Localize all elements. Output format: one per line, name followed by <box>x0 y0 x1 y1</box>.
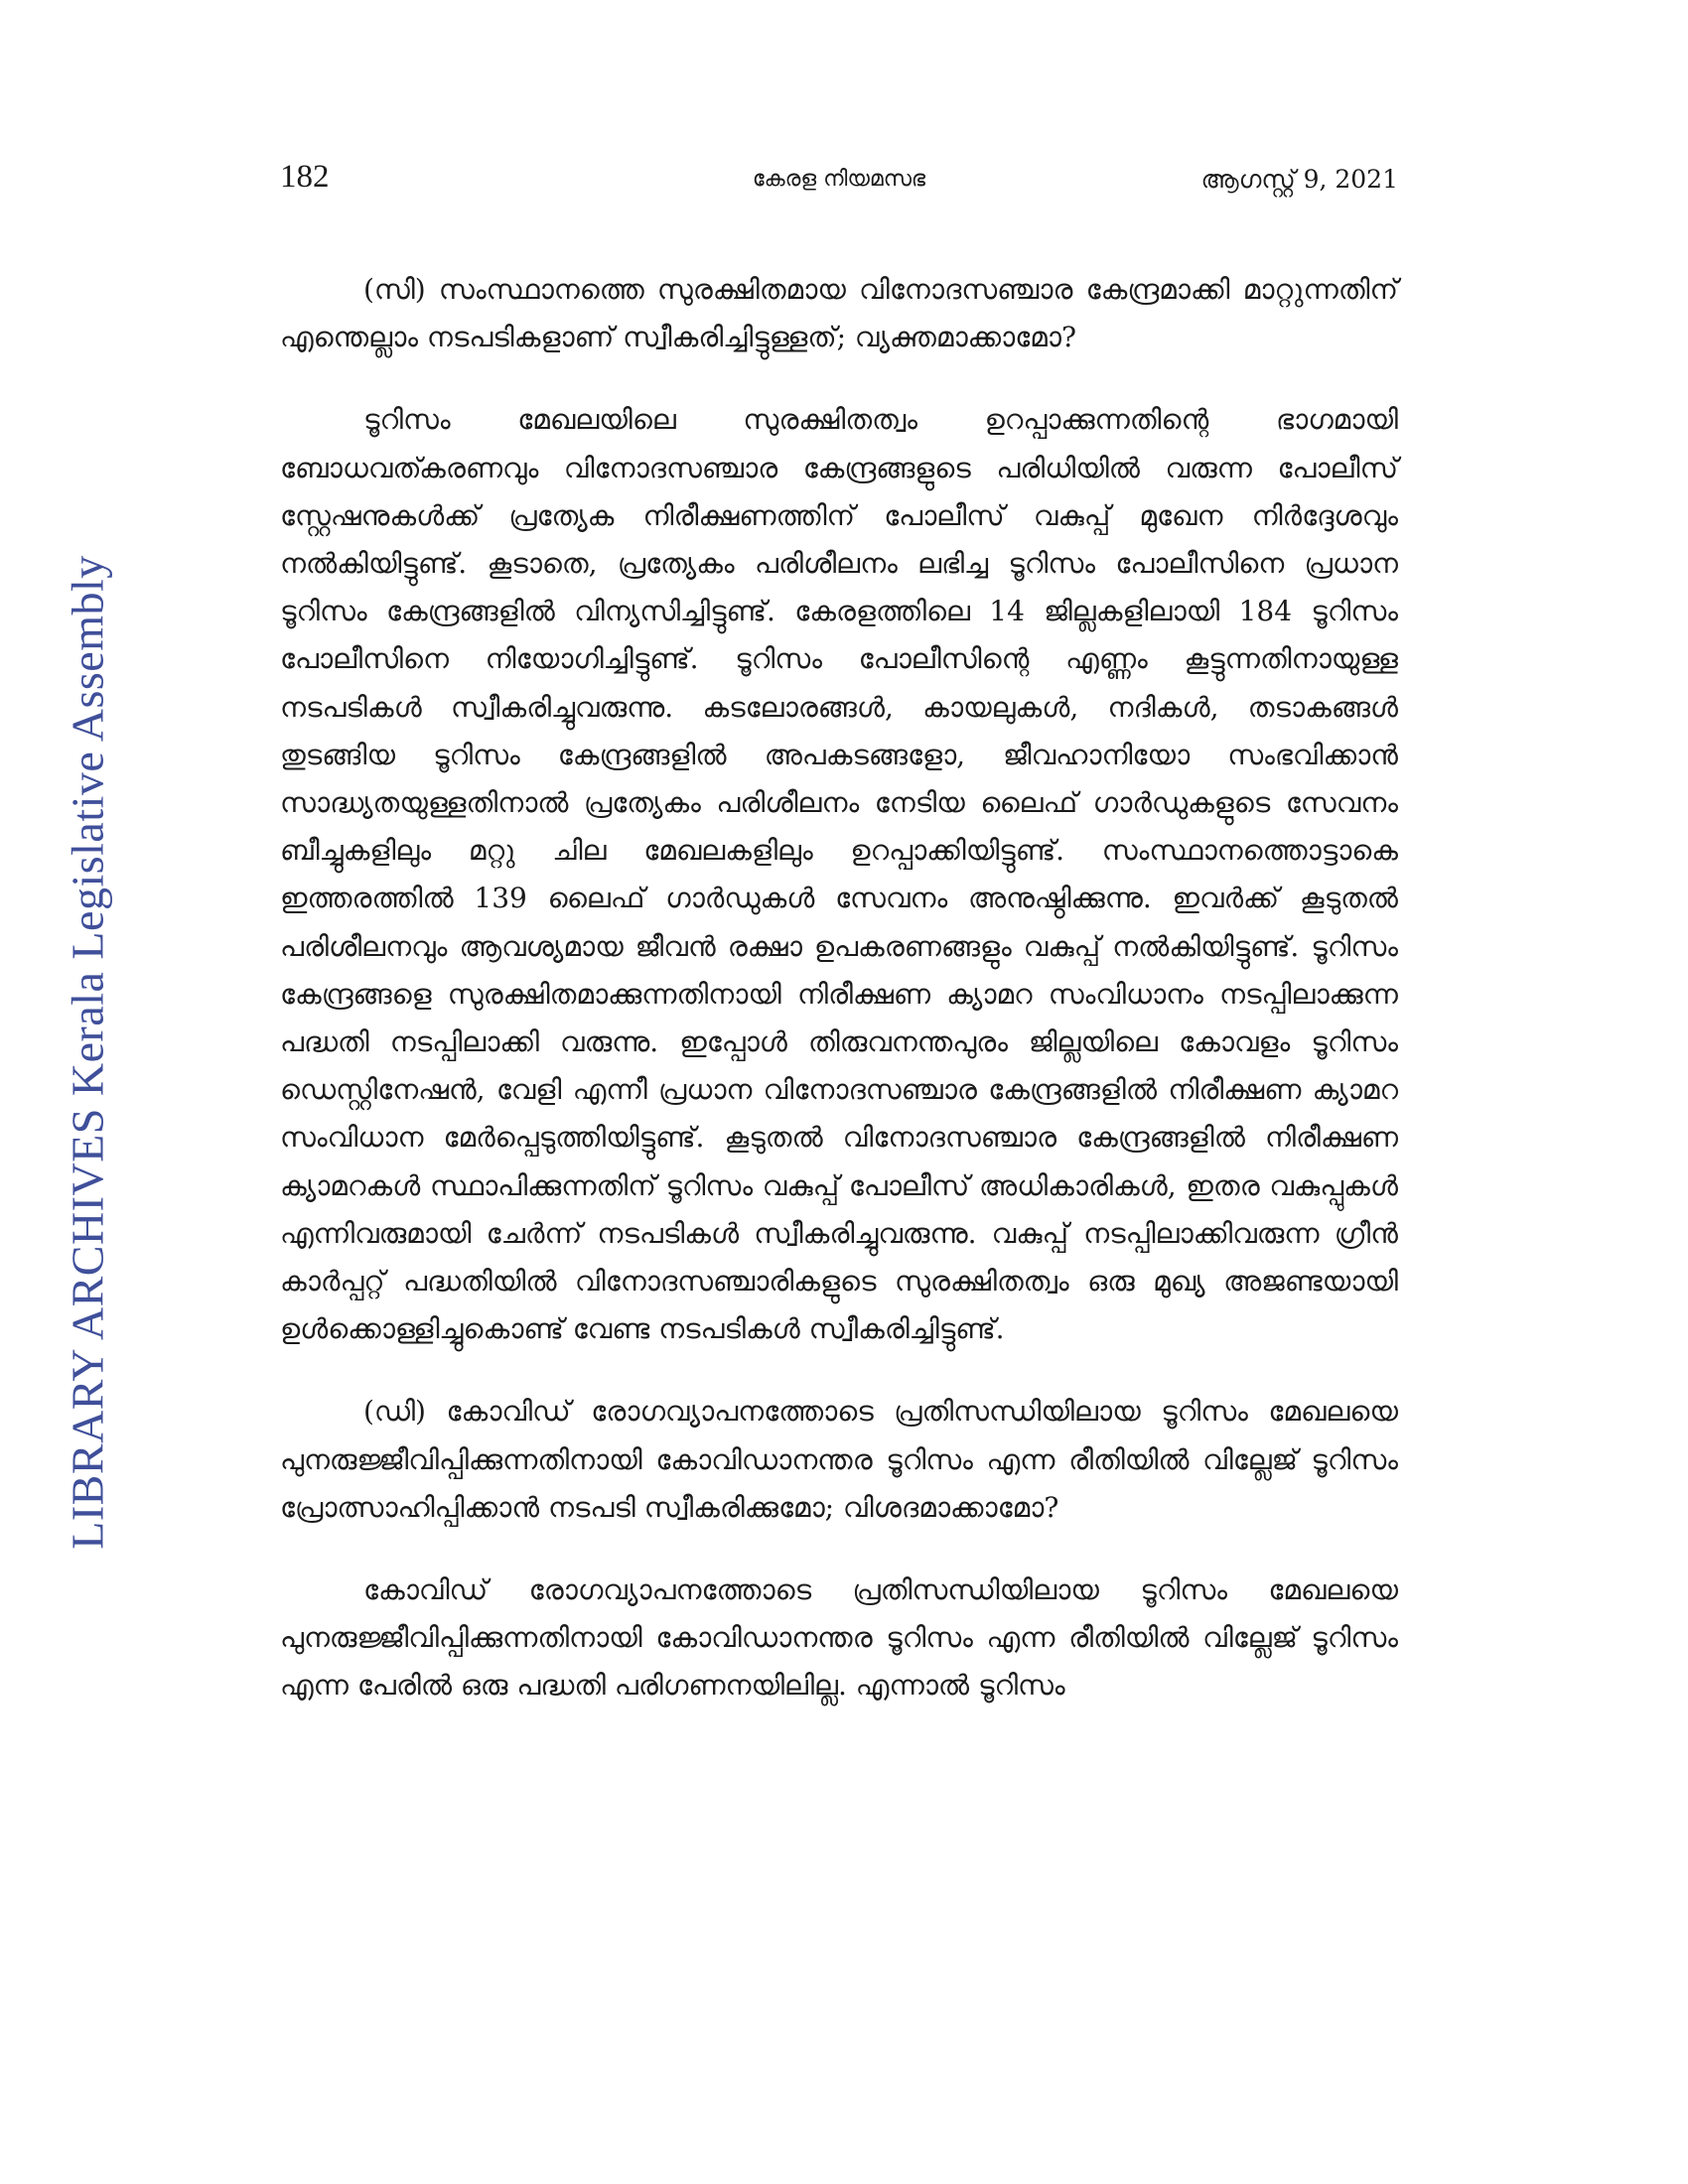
answer-d-paragraph: കോവിഡ് രോഗവ്യാപനത്തോടെ പ്രതിസന്ധിയിലായ ടൂറിസം മേഖലയെ പുനരുജ്ജീവിപ്പിക്കുന്നതിനായി കോവിഡാനന്തര ടൂറിസം എന്ന രീതിയിൽ വില്ലേജ് ടൂറിസം എന്ന പേരിൽ ഒരു പദ്ധതി പരിഗണനയിലില്ല. എന്നാൽ ടൂറിസം <box>280 1573 1398 1703</box>
page-header <box>280 159 1398 208</box>
header-date: ആഗസ്റ്റ് 9, 2021 <box>1200 165 1398 194</box>
question-c-paragraph: (സി) സംസ്ഥാനത്തെ സുരക്ഷിതമായ വിനോദസഞ്ചാര കേന്ദ്രമാക്കി മാറ്റുന്നതിന് എന്തെല്ലാം നടപടികളാണ് സ്വീകരിച്ചിട്ടുള്ളത്; വ്യക്തമാക്കാമോ? <box>280 273 1398 354</box>
library-archives-watermark: LIBRARY ARCHIVES Kerala Legislative Assembly <box>62 555 113 1550</box>
question-d-paragraph: (ഡി) കോവിഡ് രോഗവ്യാപനത്തോടെ പ്രതിസന്ധിയിലായ ടൂറിസം മേഖലയെ പുനരുജ്ജീവിപ്പിക്കുന്നതിനായി കോവിഡാനന്തര ടൂറിസം എന്ന രീതിയിൽ വില്ലേജ് ടൂറിസം പ്രോത്സാഹിപ്പിക്കാൻ നടപടി സ്വീകരിക്കുമോ; വിശദമാക്കാമോ? <box>280 1395 1398 1524</box>
document-body <box>280 266 1398 1745</box>
header-title: കേരള നിയമസഭ <box>752 167 926 192</box>
page-number: 182 <box>280 159 330 195</box>
answer-c-paragraph: ടൂറിസം മേഖലയിലെ സുരക്ഷിതത്വം ഉറപ്പാക്കുന്നതിന്റെ ഭാഗമായി ബോധവത്കരണവും വിനോദസഞ്ചാര കേന്ദ്രങ്ങളുടെ പരിധിയിൽ വരുന്ന പോലീസ് സ്റ്റേഷനുകൾക്ക് പ്രത്യേക നിരീക്ഷണത്തിന് പോലീസ് വകുപ്പ് മുഖേന നിർദ്ദേശവും നൽകിയിട്ടുണ്ട്. കൂടാതെ, പ്രത്യേകം പരിശീലനം ലഭിച്ച ടൂറിസം പോലീസിനെ പ്രധാന ടൂറിസം കേന്ദ്രങ്ങളിൽ വിന്യസിച്ചിട്ടുണ്ട്. കേരളത്തിലെ 14 ജില്ലകളിലായി 184 ടൂറിസം പോലീസിനെ നിയോഗിച്ചിട്ടുണ്ട്. ടൂറിസം പോലീസിന്റെ എണ്ണം കൂട്ടുന്നതിനായുള്ള നടപടികൾ സ്വീകരിച്ചുവരുന്നു. കടലോരങ്ങൾ, കായലുകൾ, നദികൾ, തടാകങ്ങൾ തുടങ്ങിയ ടൂറിസം കേന്ദ്രങ്ങളിൽ അപകടങ്ങളോ, ജീവഹാനിയോ സംഭവിക്കാൻ സാദ്ധ്യതയുള്ളതിനാൽ പ്രത്യേകം പരിശീലനം നേടിയ ലൈഫ് ഗാർഡുകളുടെ സേവനം ബീച്ചുകളിലും മറ്റു ചില മേഖലകളിലും ഉറപ്പാക്കിയിട്ടുണ്ട്. സംസ്ഥാനത്തൊട്ടാകെ ഇത്തരത്തിൽ 139 ലൈഫ് ഗാർഡുകൾ സേവനം അനുഷ്ഠിക്കുന്നു. ഇവർക്ക് കൂടുതൽ പരിശീലനവും ആവശ്യമായ ജീവൻ രക്ഷാ ഉപകരണങ്ങളും വകുപ്പ് നൽകിയിട്ടുണ്ട്. ടൂറിസം കേന്ദ്രങ്ങളെ സുരക്ഷിതമാക്കുന്നതിനായി നിരീക്ഷണ ക്യാമറ സംവിധാനം നടപ്പിലാക്കുന്ന പദ്ധതി നടപ്പിലാക്കി വരുന്നു. ഇപ്പോൾ തിരുവനന്തപുരം ജില്ലയിലെ കോവളം ടൂറിസം ഡെസ്റ്റിനേഷൻ, വേളി എന്നീ പ്രധാന വിനോദസഞ്ചാര കേന്ദ്രങ്ങളിൽ നിരീക്ഷണ ക്യാമറ സംവിധാന മേർപ്പെടുത്തിയിട്ടുണ്ട്. കൂടുതൽ വിനോദസഞ്ചാര കേന്ദ്രങ്ങളിൽ നിരീക്ഷണ ക്യാമറകൾ സ്ഥാപിക്കുന്നതിന് ടൂറിസം വകുപ്പ് പോലീസ് അധികാരികൾ, ഇതര വകുപ്പുകൾ എന്നിവരുമായി ചേർന്ന് നടപടികൾ സ്വീകരിച്ചുവരുന്നു. വകുപ്പ് നടപ്പിലാക്കിവരുന്ന ഗ്രീൻ കാർപ്പറ്റ് പദ്ധതിയിൽ വിനോദസഞ്ചാരികളുടെ സുരക്ഷിതത്വം ഒരു മുഖ്യ അജണ്ടയായി ഉൾക്കൊള്ളിച്ചുകൊണ്ട് വേണ്ട നടപടികൾ സ്വീകരിച്ചിട്ടുണ്ട്. <box>280 403 1398 1346</box>
